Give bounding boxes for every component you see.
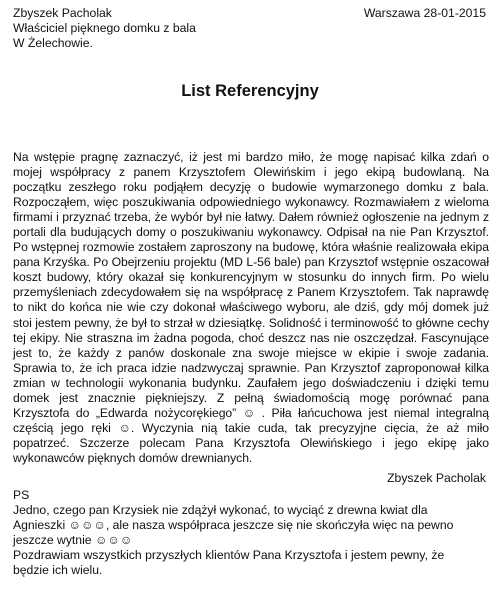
sender-name: Zbyszek Pacholak xyxy=(13,6,112,20)
body-line: domów drewnianych. xyxy=(138,450,253,465)
ps-line: Pozdrawiam wszystkich przyszłych klientów Pana Krzysztofa i jestem pewny, że xyxy=(13,548,445,563)
body-line: początku zeszłego roku podjąłem decyzję o budowie wymarzonego domku z bala. xyxy=(13,180,489,195)
body-line: polecam Pana Krzysztofa Olewińskiego i jego ekipę jako wykonawców pięknych xyxy=(13,435,489,465)
body-line: nożycorękiego” ☺ . Piła łańcuchowa jest niemal integralną częścią jego ręki ☺. xyxy=(13,405,489,435)
body-line: piękniejszy. Z pełną świadomością mogę porównać pana Krzysztofa do „Edwarda xyxy=(13,390,489,420)
letter-body xyxy=(13,150,489,466)
body-line: mojej współpracy z panem Krzysztofem Olewińskim i jego ekipą budowlaną. Na xyxy=(13,165,489,180)
body-line: Na wstępie pragnę zaznaczyć, iż jest mi bardzo miło, że mogę napisać kilka zdań o xyxy=(13,150,489,164)
body-line: właśnie realizowała ekipa pana Krzyśka. Po Obejrzeniu projektu (MD L-56 bale) pan xyxy=(13,240,489,270)
ps-label: PS xyxy=(13,488,30,502)
sender-block xyxy=(13,6,273,51)
body-line: Wyczynia nią takie cuda, tak precyzyjne cięcia, że aż miło popatrzeć. Szczerze xyxy=(13,420,490,450)
body-line: właściwego wyboru, ale dziś, gdy mój domek już stoi jestem pewny, że był to strzał w xyxy=(13,300,490,330)
postscript xyxy=(13,488,489,578)
sender-title: Właściciel pięknego domku z bala xyxy=(13,21,196,35)
body-line: Krzysztof wstępnie oszacował koszt budowy, który okazał się konkurencyjnym w xyxy=(13,255,489,285)
body-line: nadzwyczaj sprawnie. Pan Krzysztof zaproponował kilka zmian w technologii xyxy=(13,360,489,390)
body-line: wieloma firmami i przyznać trzeba, że wybór był nie łatwy. Dałem również ogłoszenie xyxy=(13,195,489,225)
body-line: wykonania budynku. Zaufałem jego doświadczeniu i dzięki temu domek jest znacznie xyxy=(13,375,489,405)
body-line: z Panem Krzysztofem. Tak naprawdę to nikt do końca nie wie czy dokonał xyxy=(13,285,490,315)
ps-line: Jedno, czego pan Krzysiek nie zdążył wykonać, to wyciąć z drewna kwiat dla xyxy=(13,503,428,518)
body-line: dziesiątkę. Solidność i terminowość to główne cechy tej ekipy. Nie straszna im żadna xyxy=(13,315,489,345)
place-date: Warszawa 28-01-2015 xyxy=(363,6,486,20)
signature: Zbyszek Pacholak xyxy=(387,471,486,485)
body-line: stosunku do innych firm. Po wielu przemyśleniach zdecydowałem się na współpracę xyxy=(13,270,490,300)
ps-line: jeszcze wytnie ☺☺☺ xyxy=(13,533,133,548)
body-line: Pan Krzysztof. Po wstępnej rozmowie zostałem zaproszony na budowę, która xyxy=(13,225,490,255)
body-line: pogoda, choć deszcz nas nie oszczędzał. Fascynujące jest to, że każdy z panów xyxy=(13,330,489,360)
sender-location: W Żelechowie. xyxy=(13,36,93,50)
ps-line: Agnieszki ☺☺☺, ale nasza współpraca jeszcze się nie skończyła więc na pewno xyxy=(13,518,454,533)
body-line: doskonale zna swoje miejsce w ekipie i swoje zadania. Sprawia to, że ich praca idzie xyxy=(13,345,489,375)
body-line: na jednym z portali dla budujących domy o poszukiwaniu wykonawcy. Odpisał na nie xyxy=(13,210,489,240)
ps-line: będzie ich wielu. xyxy=(13,563,103,578)
letter-title: List Referencyjny xyxy=(181,82,319,100)
body-line: Rozpocząłem, więc poszukiwania odpowiedniego wykonawcy. Rozmawiałem z xyxy=(13,195,441,210)
